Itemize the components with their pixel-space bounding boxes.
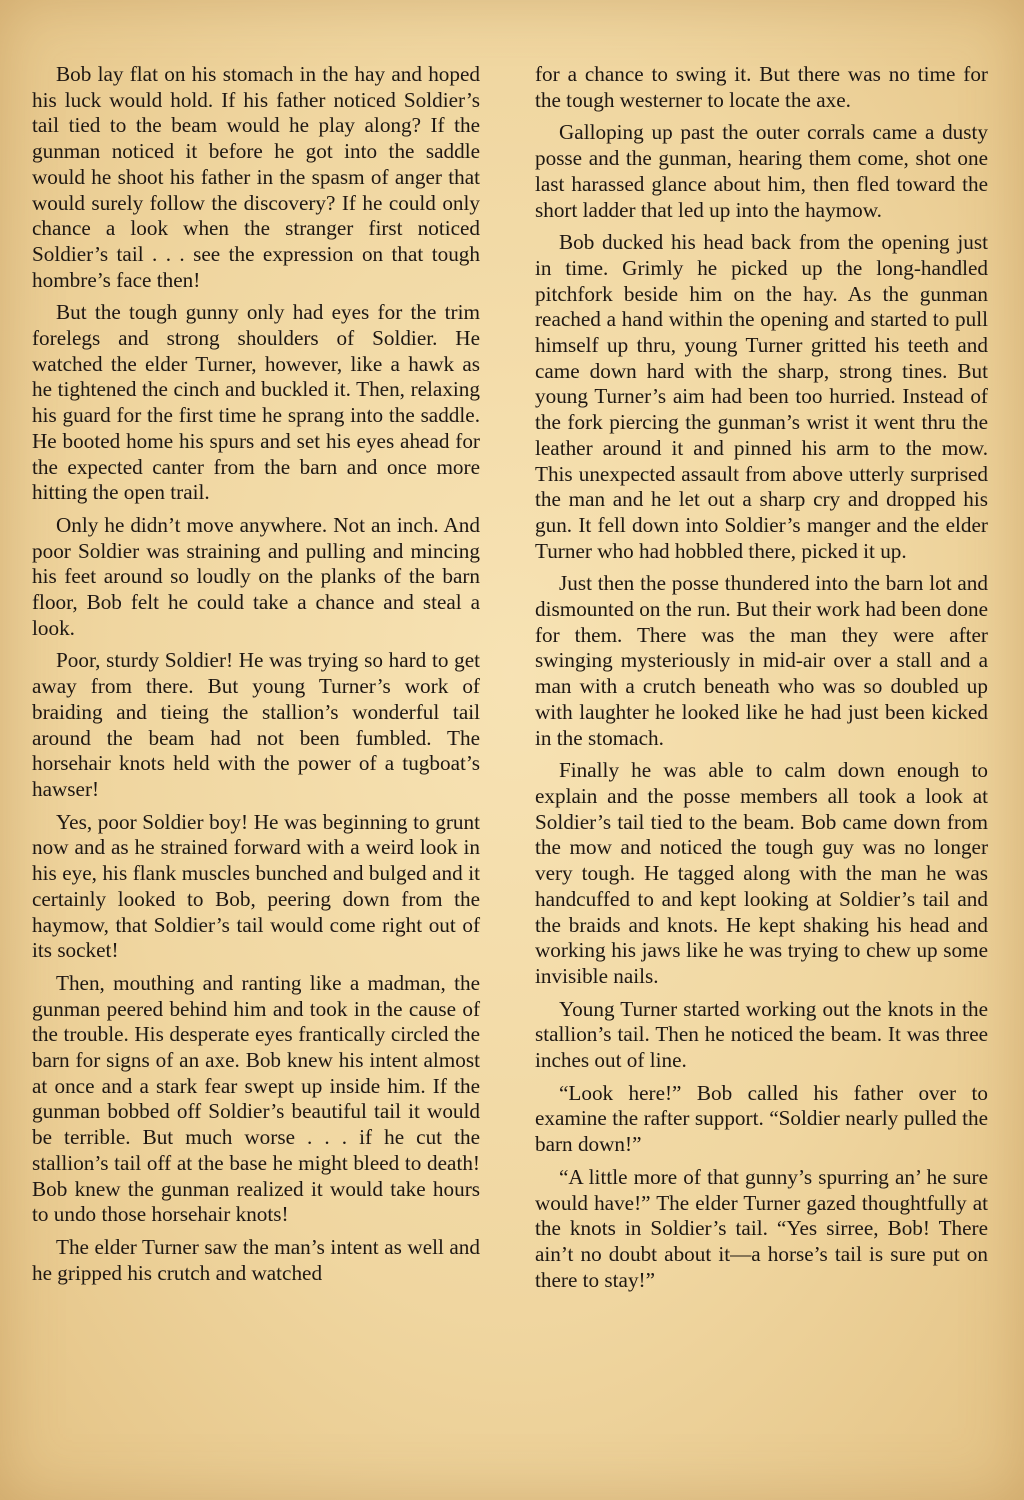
paragraph: Bob lay flat on his stomach in the hay and hoped his luck would hold. If his father noticed Soldier’s tail tied to the beam would he play along? If the gunman noticed it before he got into the saddle would he shoot his father in the spasm of anger that would surely follow the discovery? If he could only chance a look when the stranger first noticed Soldier’s tail . . . see the expression on that tough hombre’s face then! <box>32 62 480 292</box>
paragraph: But the tough gunny only had eyes for the trim forelegs and strong shoulders of Soldier. He watched the elder Turner, however, like a hawk as he tightened the cinch and buckled it. Then, relaxing his guard for the first time he sprang into the saddle. He booted home his spurs and set his eyes ahead for the expected canter from the barn and once more hitting the open trail. <box>32 300 480 505</box>
paragraph: Just then the posse thundered into the barn lot and dismounted on the run. But their work had been done for them. There was the man they were after swinging mysteriously in mid-air over a stall and a man with a crutch beneath who was so doubled up with laughter he looked like he had just been kicked in the stomach. <box>535 571 988 750</box>
paragraph: Bob ducked his head back from the opening just in time. Grimly he picked up the long-handled pitchfork beside him on the hay. As the gunman reached a hand within the opening and started to pull himself up thru, young Turner gritted his teeth and came down hard with the sharp, strong tines. But young Turner’s aim had been too hurried. Instead of the fork piercing the gunman’s wrist it went thru the leather around it and pinned his arm to the mow. This unexpected assault from above utterly surprised the man and he let out a sharp cry and dropped his gun. It fell down into Soldier’s manger and the elder Turner who had hobbled there, picked it up. <box>535 230 988 563</box>
paragraph: The elder Turner saw the man’s intent as well and he gripped his crutch and watched <box>32 1234 480 1285</box>
paragraph: Poor, sturdy Soldier! He was trying so hard to get away from there. But young Turner’s work of braiding and tieing the stallion’s wonderful tail around the beam had not been fumbled. The horsehair knots held with the power of a tugboat’s hawser! <box>32 648 480 801</box>
paragraph: “Look here!” Bob called his father over to examine the rafter support. “Soldier nearly pulled the barn down!” <box>535 1080 988 1157</box>
paragraph: Then, mouthing and ranting like a madman, the gunman peered behind him and took in the cause of the trouble. His desperate eyes frantically circled the barn for signs of an axe. Bob knew his intent almost at once and a stark fear swept up inside him. If the gunman bobbed off Soldier’s beautiful tail it would be terrible. But much worse . . . if he cut the stallion’s tail off at the base he might bleed to death! Bob knew the gunman realized it would take hours to undo those horsehair knots! <box>32 970 480 1227</box>
paragraph: Finally he was able to calm down enough to explain and the posse members all took a look at Soldier’s tail tied to the beam. Bob came down from the mow and noticed the tough guy was no longer very tough. He tagged along with the man he was handcuffed to and kept looking at Soldier’s tail and the braids and knots. He kept shaking his head and working his jaws like he was trying to chew up some invisible nails. <box>535 758 988 988</box>
paragraph: “A little more of that gunny’s spurring an’ he sure would have!” The elder Turner gazed thoughtfully at the knots in Soldier’s tail. “Yes sirree, Bob! There ain’t no doubt about it—a horse’s tail is sure put on there to stay!” <box>535 1164 988 1292</box>
paragraph-continuation: for a chance to swing it. But there was no time for the tough westerner to locate the axe. <box>535 62 988 112</box>
paragraph: Only he didn’t move anywhere. Not an inch. And poor Soldier was straining and pulling and mincing his feet around so loudly on the planks of the barn floor, Bob felt he could take a chance and steal a look. <box>32 512 480 640</box>
right-text-column <box>535 62 988 1300</box>
left-text-column <box>32 62 480 1293</box>
paragraph: Young Turner started working out the knots in the stallion’s tail. Then he noticed the beam. It was three inches out of line. <box>535 996 988 1073</box>
paragraph: Galloping up past the outer corrals came a dusty posse and the gunman, hearing them come, shot one last harassed glance about him, then fled toward the short ladder that led up into the haymow. <box>535 120 988 222</box>
paragraph: Yes, poor Soldier boy! He was beginning to grunt now and as he strained forward with a weird look in his eye, his flank muscles bunched and bulged and it certainly looked to Bob, peering down from the haymow, that Soldier’s tail would come right out of its socket! <box>32 809 480 963</box>
